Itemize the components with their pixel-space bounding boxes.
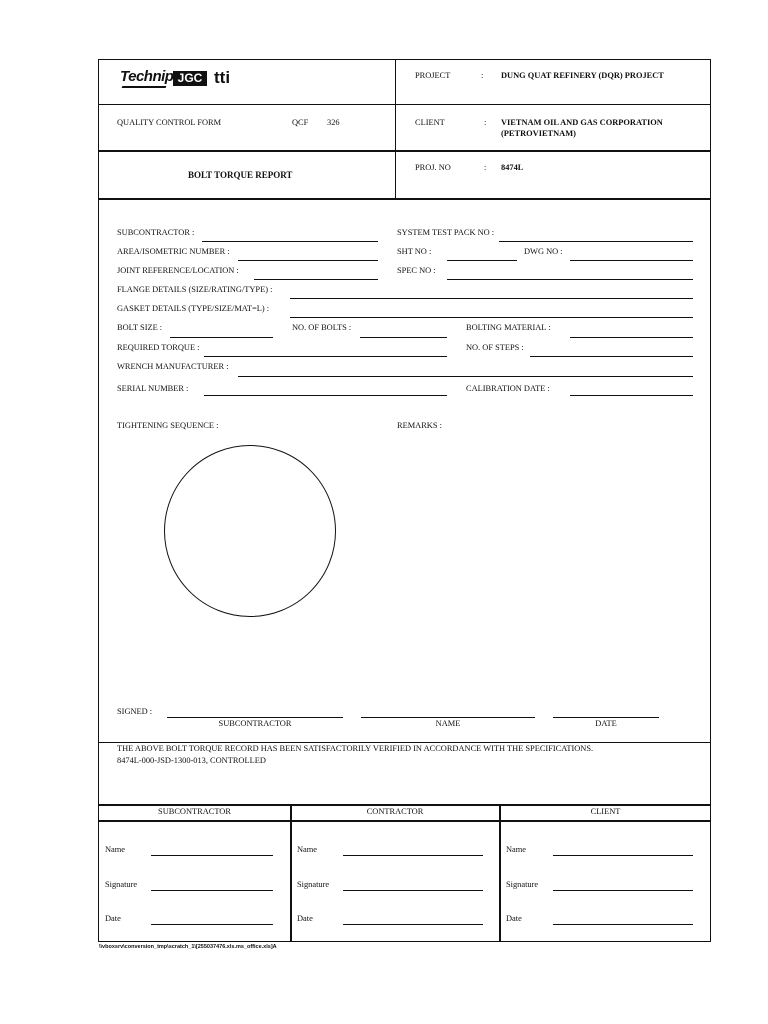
subcontractor-field[interactable] <box>202 241 378 242</box>
qcf-label: QCF <box>292 118 309 127</box>
signoff-col-divider-1 <box>290 804 292 942</box>
cli-signature-field[interactable] <box>553 890 693 891</box>
wrench-field[interactable] <box>238 376 693 377</box>
sub-date-field[interactable] <box>151 924 273 925</box>
required-torque-field[interactable] <box>204 356 447 357</box>
header-vertical-divider <box>395 59 396 199</box>
flange-label: FLANGE DETAILS (SIZE/RATING/TYPE) : <box>117 285 273 294</box>
con-signature-label: Signature <box>297 880 330 889</box>
form-label: QUALITY CONTROL FORM <box>117 118 222 127</box>
technip-logo: Technip <box>120 68 174 85</box>
signoff-col-contractor: CONTRACTOR <box>366 807 424 816</box>
verification-divider <box>98 742 711 743</box>
spec-no-field[interactable] <box>447 279 693 280</box>
projno-colon: : <box>484 163 487 172</box>
tti-logo: tti <box>214 68 231 87</box>
flange-field[interactable] <box>290 298 693 299</box>
jgc-logo: JGC <box>173 71 207 86</box>
con-name-field[interactable] <box>343 855 483 856</box>
tightening-label: TIGHTENING SEQUENCE : <box>117 421 219 430</box>
bolting-material-field[interactable] <box>570 337 693 338</box>
wrench-label: WRENCH MANUFACTURER : <box>117 362 229 371</box>
project-label: PROJECT <box>415 71 451 80</box>
sub-name-label: Name <box>105 845 125 854</box>
footer-file-path: \\vboxsrv\conversion_tmp\scratch_1\[255037476.xls.ms_office.xls]A <box>99 944 277 950</box>
signoff-col-client: CLIENT <box>590 807 621 816</box>
sub-signature-label: Signature <box>105 880 138 889</box>
signed-subcontractor-caption: SUBCONTRACTOR <box>218 719 292 728</box>
sub-name-field[interactable] <box>151 855 273 856</box>
cli-date-field[interactable] <box>553 924 693 925</box>
system-test-pack-label: SYSTEM TEST PACK NO : <box>397 228 495 237</box>
remarks-label: REMARKS : <box>397 421 442 430</box>
gasket-label: GASKET DETAILS (TYPE/SIZE/MAT=L) : <box>117 304 270 313</box>
bolt-size-field[interactable] <box>170 337 273 338</box>
bolting-material-label: BOLTING MATERIAL : <box>466 323 551 332</box>
serial-label: SERIAL NUMBER : <box>117 384 189 393</box>
signed-label: SIGNED : <box>117 707 153 716</box>
signoff-top-border <box>98 804 711 806</box>
calibration-label: CALIBRATION DATE : <box>466 384 550 393</box>
signoff-col-subcontractor: SUBCONTRACTOR <box>158 807 231 816</box>
cli-date-label: Date <box>506 914 522 923</box>
bolt-pattern-circle <box>164 445 336 617</box>
con-date-field[interactable] <box>343 924 483 925</box>
serial-field[interactable] <box>204 395 447 396</box>
joint-ref-field[interactable] <box>254 279 378 280</box>
subcontractor-label: SUBCONTRACTOR : <box>117 228 195 237</box>
con-date-label: Date <box>297 914 313 923</box>
signed-name-caption: NAME <box>435 719 461 728</box>
header-divider-2 <box>98 150 711 152</box>
client-label: CLIENT <box>415 118 445 127</box>
header-divider-1 <box>98 104 711 105</box>
gasket-field[interactable] <box>290 317 693 318</box>
qcf-number: 326 <box>327 118 340 127</box>
joint-ref-label: JOINT REFERENCE/LOCATION : <box>117 266 239 275</box>
bolt-size-label: BOLT SIZE : <box>117 323 163 332</box>
project-colon: : <box>481 71 484 80</box>
cli-signature-label: Signature <box>506 880 539 889</box>
client-value-line2: (PETROVIETNAM) <box>501 129 576 138</box>
projno-label: PROJ. NO <box>415 163 451 172</box>
no-of-bolts-field[interactable] <box>360 337 447 338</box>
project-value: DUNG QUAT REFINERY (DQR) PROJECT <box>501 71 664 80</box>
sub-signature-field[interactable] <box>151 890 273 891</box>
signoff-col-divider-2 <box>499 804 501 942</box>
client-colon: : <box>484 118 487 127</box>
report-title: BOLT TORQUE REPORT <box>188 170 293 180</box>
area-iso-label: AREA/ISOMETRIC NUMBER : <box>117 247 230 256</box>
no-of-steps-field[interactable] <box>530 356 693 357</box>
con-signature-field[interactable] <box>343 890 483 891</box>
dwg-no-label: DWG NO : <box>524 247 563 256</box>
verification-line1: THE ABOVE BOLT TORQUE RECORD HAS BEEN SATISFACTORILY VERIFIED IN ACCORDANCE WITH THE SPECIFICATIONS. <box>117 744 594 753</box>
technip-swoosh <box>122 86 167 88</box>
spec-no-label: SPEC NO : <box>397 266 436 275</box>
signed-date-caption: DATE <box>595 719 617 728</box>
no-of-steps-label: NO. OF STEPS : <box>466 343 524 352</box>
sub-date-label: Date <box>105 914 121 923</box>
signoff-header-border <box>98 820 711 822</box>
dwg-no-field[interactable] <box>570 260 693 261</box>
no-of-bolts-label: NO. OF BOLTS : <box>292 323 352 332</box>
signed-subcontractor-field[interactable] <box>167 717 343 718</box>
sht-no-field[interactable] <box>447 260 517 261</box>
signed-name-field[interactable] <box>361 717 535 718</box>
client-value-line1: VIETNAM OIL AND GAS CORPORATION <box>501 118 663 127</box>
header-divider-3 <box>98 198 711 200</box>
cli-name-field[interactable] <box>553 855 693 856</box>
area-iso-field[interactable] <box>238 260 378 261</box>
sht-no-label: SHT NO : <box>397 247 432 256</box>
required-torque-label: REQUIRED TORQUE : <box>117 343 200 352</box>
con-name-label: Name <box>297 845 317 854</box>
verification-line2: 8474L-000-JSD-1300-013, CONTROLLED <box>117 756 266 765</box>
system-test-pack-field[interactable] <box>499 241 693 242</box>
signed-date-field[interactable] <box>553 717 659 718</box>
projno-value: 8474L <box>501 163 524 172</box>
calibration-field[interactable] <box>570 395 693 396</box>
cli-name-label: Name <box>506 845 526 854</box>
